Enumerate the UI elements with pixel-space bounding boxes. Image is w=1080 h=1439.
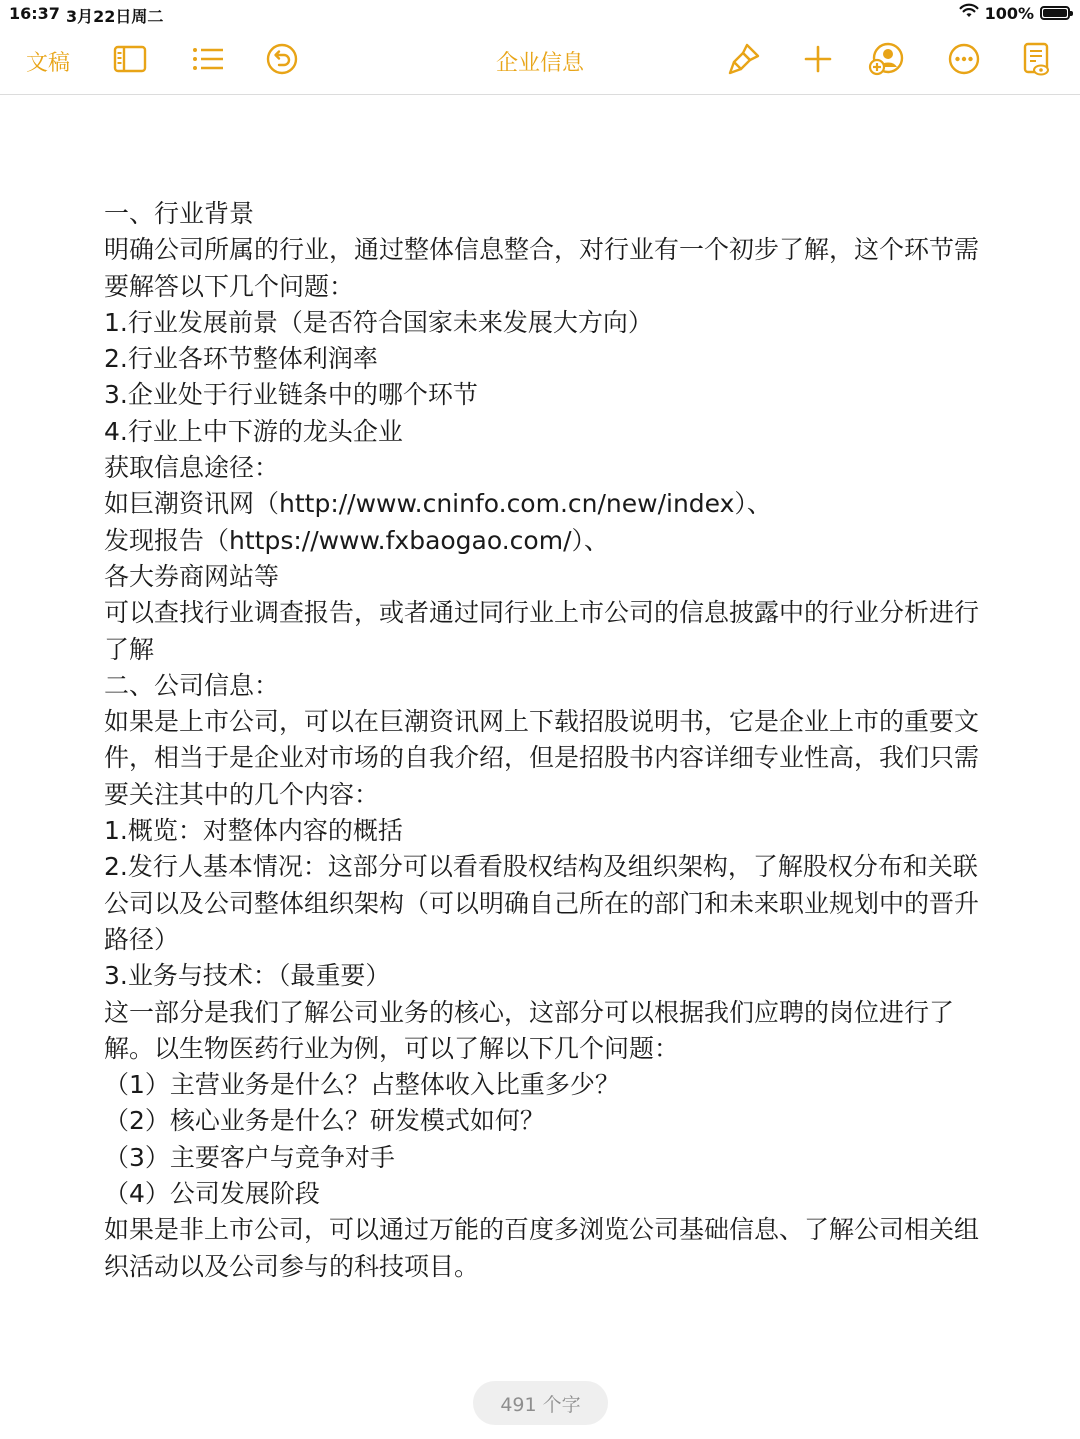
paintbrush-icon bbox=[726, 41, 762, 81]
document-line: 可以查找行业调查报告，或者通过同行业上市公司的信息披露中的行业分析进行了解 bbox=[104, 598, 980, 664]
document-line: 如巨潮资讯网（http://www.cninfo.com.cn/new/index）、 bbox=[104, 489, 772, 519]
word-count-badge[interactable] bbox=[473, 1381, 608, 1425]
document-line: 发现报告（https://www.fxbaogao.com/）、 bbox=[104, 525, 609, 555]
collaborate-button[interactable] bbox=[868, 42, 904, 80]
document-line: 3.业务与技术：（最重要） bbox=[104, 961, 391, 991]
document-title-text: 企业信息 bbox=[495, 50, 584, 76]
battery-icon bbox=[1040, 6, 1070, 20]
document-line: 4.行业上中下游的龙头企业 bbox=[104, 416, 403, 446]
toolbar bbox=[0, 28, 1080, 95]
document-line: 如果是上市公司，可以在巨潮资讯网上下载招股说明书，它是企业上市的重要文件，相当于是企业对市场的自我介绍，但是招股书内容详细专业性高，我们只需要关注其中的几个内容： bbox=[104, 707, 980, 809]
battery-percent: 100% bbox=[984, 3, 1034, 23]
document-line: 1.行业发展前景（是否符合国家未来发展大方向） bbox=[104, 307, 653, 337]
status-date: 3月22日周二 bbox=[66, 7, 164, 26]
documents-button[interactable] bbox=[26, 42, 70, 80]
document-body[interactable] bbox=[104, 196, 984, 1285]
status-indicators bbox=[959, 3, 1070, 23]
document-line: 2.行业各环节整体利润率 bbox=[104, 344, 378, 374]
word-count-text: 491 个字 bbox=[500, 1393, 581, 1416]
document-line: （2）核心业务是什么？研发模式如何？ bbox=[104, 1106, 545, 1136]
undo-button[interactable] bbox=[264, 42, 300, 80]
document-line: 一、行业背景 bbox=[104, 199, 255, 228]
insert-button[interactable] bbox=[800, 42, 836, 80]
document-line: 各大券商网站等 bbox=[104, 561, 280, 591]
document-line: 获取信息途径： bbox=[104, 453, 280, 483]
document-line: （4）公司发展阶段 bbox=[104, 1179, 320, 1209]
document-line: 这一部分是我们了解公司业务的核心，这部分可以根据我们应聘的岗位进行了解。以生物医药行业为例，可以了解以下几个问题： bbox=[104, 997, 955, 1063]
list-button[interactable] bbox=[190, 42, 226, 80]
sidebar-button[interactable] bbox=[112, 42, 148, 80]
undo-icon bbox=[264, 41, 300, 81]
document-line: （1）主营业务是什么？占整体收入比重多少？ bbox=[104, 1070, 620, 1100]
document-line: 3.企业处于行业链条中的哪个环节 bbox=[104, 380, 478, 410]
documents-label: 文稿 bbox=[26, 50, 71, 76]
more-button[interactable] bbox=[946, 42, 982, 80]
more-icon bbox=[946, 41, 982, 81]
document-line: 明确公司所属的行业，通过整体信息整合，对行业有一个初步了解，这个环节需要解答以下几个问题： bbox=[104, 235, 980, 301]
document-line: 如果是非上市公司，可以通过万能的百度多浏览公司基础信息、了解公司相关组织活动以及公司参与的科技项目。 bbox=[104, 1215, 980, 1281]
reader-button[interactable] bbox=[1018, 42, 1054, 80]
document-line: 1.概览：对整体内容的概括 bbox=[104, 816, 403, 846]
sidebar-icon bbox=[112, 41, 148, 81]
list-icon bbox=[190, 41, 226, 81]
status-time: 16:37 bbox=[9, 4, 60, 23]
document-line: 二、公司信息： bbox=[104, 670, 280, 700]
reader-icon bbox=[1018, 41, 1054, 81]
wifi-icon bbox=[959, 3, 979, 23]
document-line: 2.发行人基本情况：这部分可以看看股权结构及组织架构，了解股权分布和关联公司以及公司整体组织架构（可以明确自己所在的部门和未来职业规划中的晋升路径） bbox=[104, 852, 980, 954]
document-title[interactable] bbox=[480, 42, 600, 80]
plus-icon bbox=[800, 41, 836, 81]
collaborate-icon bbox=[868, 41, 904, 81]
format-button[interactable] bbox=[726, 42, 762, 80]
status-bar bbox=[0, 0, 1080, 28]
document-line: （3）主要客户与竞争对手 bbox=[104, 1142, 395, 1172]
